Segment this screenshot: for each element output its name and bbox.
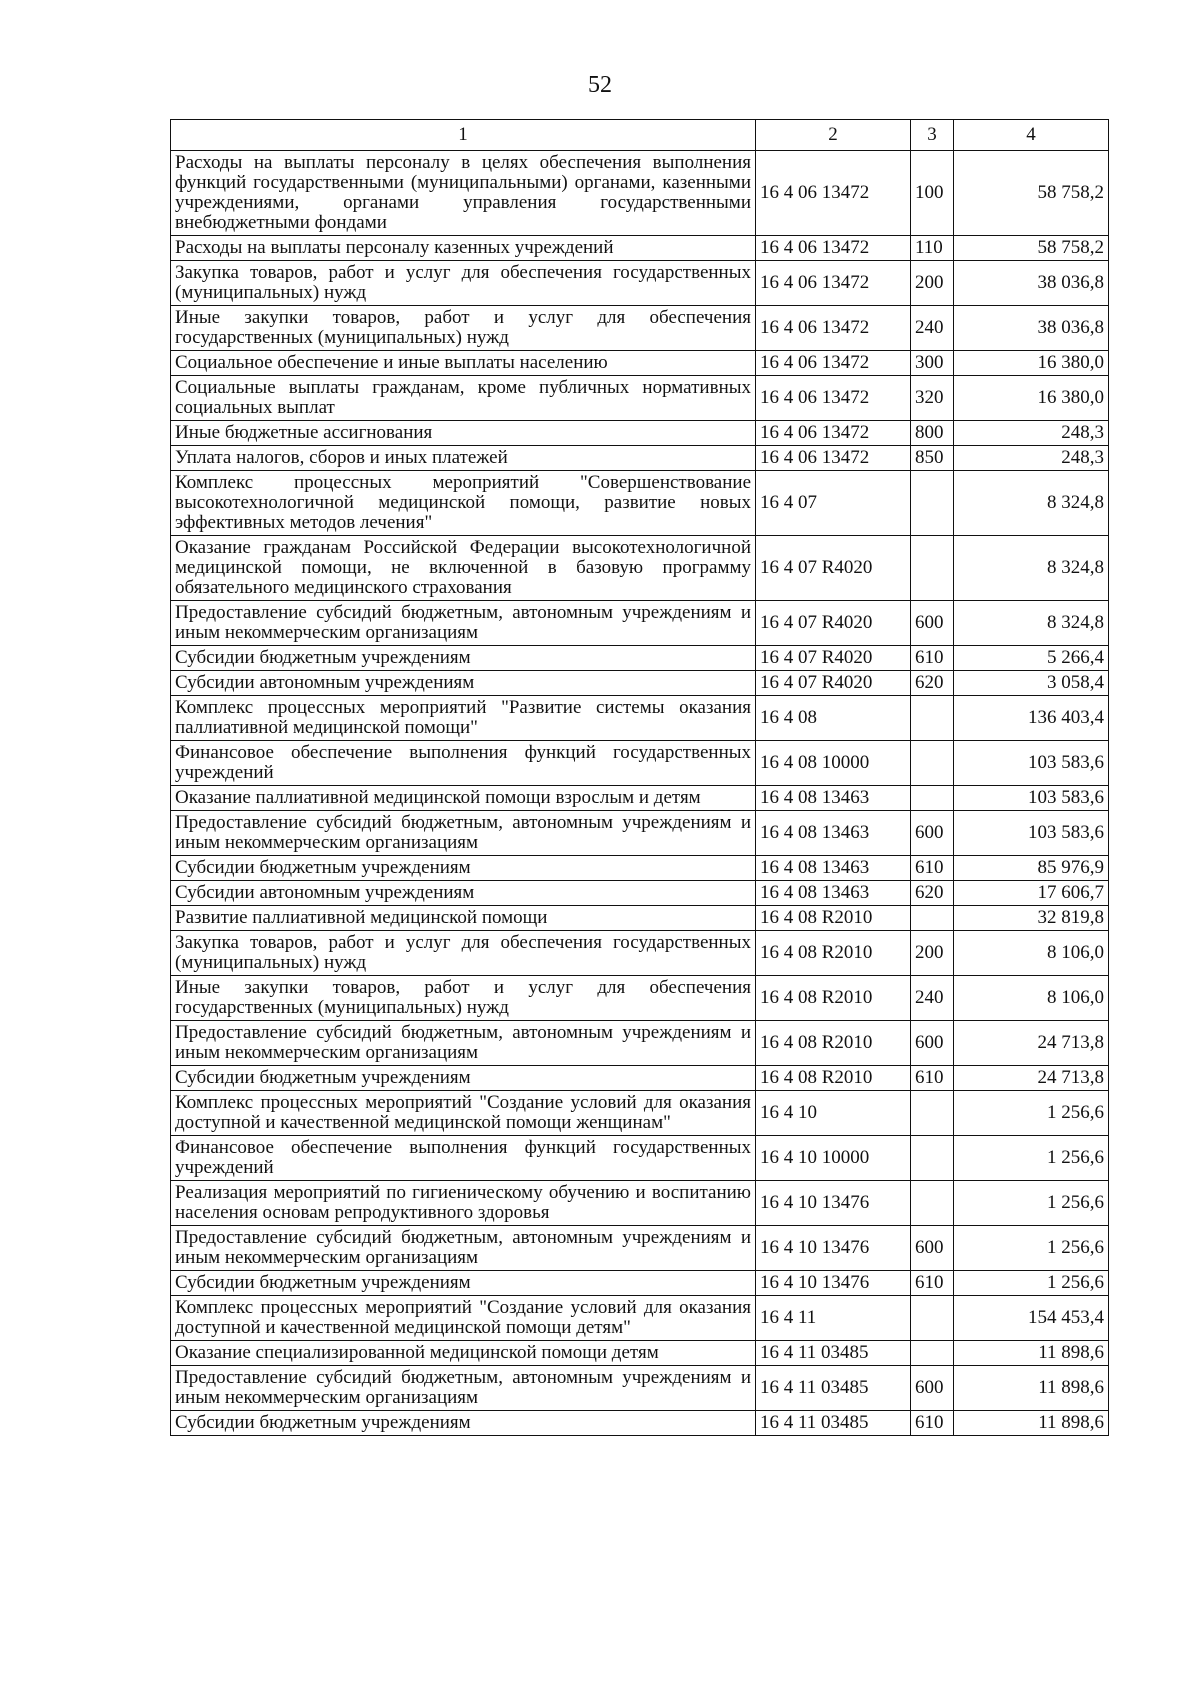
row-type-cell: 620 <box>911 881 954 906</box>
row-amount-cell: 5 266,4 <box>954 646 1109 671</box>
header-col-2: 2 <box>756 120 911 151</box>
table-row <box>171 906 1109 931</box>
row-name-cell: Социальные выплаты гражданам, кроме публичных нормативных социальных выплат <box>171 376 756 421</box>
row-type-cell <box>911 1296 954 1341</box>
row-name-cell: Предоставление субсидий бюджетным, автономным учреждениям и иным некоммерческим организациям <box>171 1366 756 1411</box>
row-type-cell: 600 <box>911 811 954 856</box>
row-code-cell: 16 4 08 13463 <box>756 881 911 906</box>
table-row <box>171 856 1109 881</box>
row-amount-cell: 248,3 <box>954 421 1109 446</box>
table-row <box>171 1021 1109 1066</box>
row-type-cell: 600 <box>911 1366 954 1411</box>
row-name-cell: Комплекс процессных мероприятий "Создание условий для оказания доступной и качественной медицинской помощи детям" <box>171 1296 756 1341</box>
row-code-cell: 16 4 08 13463 <box>756 856 911 881</box>
table-row <box>171 446 1109 471</box>
row-amount-cell: 58 758,2 <box>954 151 1109 236</box>
header-col-4: 4 <box>954 120 1109 151</box>
row-type-cell <box>911 1341 954 1366</box>
table-row <box>171 236 1109 261</box>
row-amount-cell: 32 819,8 <box>954 906 1109 931</box>
row-amount-cell: 103 583,6 <box>954 741 1109 786</box>
row-code-cell: 16 4 11 03485 <box>756 1411 911 1436</box>
row-amount-cell: 103 583,6 <box>954 786 1109 811</box>
table-row <box>171 881 1109 906</box>
header-col-1: 1 <box>171 120 756 151</box>
row-amount-cell: 24 713,8 <box>954 1021 1109 1066</box>
row-type-cell <box>911 1091 954 1136</box>
row-type-cell: 320 <box>911 376 954 421</box>
row-name-cell: Закупка товаров, работ и услуг для обеспечения государственных (муниципальных) нужд <box>171 931 756 976</box>
row-amount-cell: 1 256,6 <box>954 1136 1109 1181</box>
table-row <box>171 646 1109 671</box>
row-amount-cell: 58 758,2 <box>954 236 1109 261</box>
table-header-row <box>171 120 1109 151</box>
row-name-cell: Предоставление субсидий бюджетным, автономным учреждениям и иным некоммерческим организациям <box>171 1021 756 1066</box>
table-row <box>171 1181 1109 1226</box>
row-code-cell: 16 4 08 R2010 <box>756 1066 911 1091</box>
row-amount-cell: 38 036,8 <box>954 261 1109 306</box>
row-type-cell <box>911 471 954 536</box>
table-row <box>171 1296 1109 1341</box>
row-name-cell: Субсидии бюджетным учреждениям <box>171 856 756 881</box>
row-name-cell: Оказание паллиативной медицинской помощи взрослым и детям <box>171 786 756 811</box>
row-code-cell: 16 4 08 R2010 <box>756 1021 911 1066</box>
row-amount-cell: 1 256,6 <box>954 1181 1109 1226</box>
row-code-cell: 16 4 06 13472 <box>756 261 911 306</box>
table-row <box>171 151 1109 236</box>
row-code-cell: 16 4 08 10000 <box>756 741 911 786</box>
row-type-cell: 100 <box>911 151 954 236</box>
budget-table <box>170 119 1109 1436</box>
row-type-cell: 600 <box>911 601 954 646</box>
row-type-cell: 610 <box>911 1271 954 1296</box>
row-code-cell: 16 4 11 03485 <box>756 1366 911 1411</box>
row-name-cell: Субсидии автономным учреждениям <box>171 671 756 696</box>
table-row <box>171 786 1109 811</box>
row-type-cell: 110 <box>911 236 954 261</box>
row-code-cell: 16 4 08 13463 <box>756 811 911 856</box>
table-row <box>171 696 1109 741</box>
table-body <box>171 151 1109 1436</box>
row-code-cell: 16 4 06 13472 <box>756 151 911 236</box>
row-name-cell: Иные бюджетные ассигнования <box>171 421 756 446</box>
row-name-cell: Субсидии автономным учреждениям <box>171 881 756 906</box>
row-amount-cell: 11 898,6 <box>954 1366 1109 1411</box>
row-amount-cell: 1 256,6 <box>954 1091 1109 1136</box>
table-row <box>171 741 1109 786</box>
row-name-cell: Комплекс процессных мероприятий "Развитие системы оказания паллиативной медицинской помощи" <box>171 696 756 741</box>
row-amount-cell: 11 898,6 <box>954 1411 1109 1436</box>
row-code-cell: 16 4 08 R2010 <box>756 931 911 976</box>
table-row <box>171 601 1109 646</box>
row-amount-cell: 16 380,0 <box>954 376 1109 421</box>
row-amount-cell: 1 256,6 <box>954 1271 1109 1296</box>
row-type-cell <box>911 1181 954 1226</box>
row-name-cell: Расходы на выплаты персоналу в целях обеспечения выполнения функций государственными (муниципальными) органами, казенными учреждениями, органами управления государственными внебюджетными фондами <box>171 151 756 236</box>
table-row <box>171 671 1109 696</box>
row-type-cell <box>911 536 954 601</box>
row-name-cell: Иные закупки товаров, работ и услуг для обеспечения государственных (муниципальных) нужд <box>171 306 756 351</box>
row-name-cell: Иные закупки товаров, работ и услуг для обеспечения государственных (муниципальных) нужд <box>171 976 756 1021</box>
row-code-cell: 16 4 07 <box>756 471 911 536</box>
table-row <box>171 306 1109 351</box>
row-name-cell: Финансовое обеспечение выполнения функций государственных учреждений <box>171 741 756 786</box>
row-type-cell: 800 <box>911 421 954 446</box>
row-name-cell: Оказание специализированной медицинской помощи детям <box>171 1341 756 1366</box>
table-row <box>171 931 1109 976</box>
table-row <box>171 1341 1109 1366</box>
row-name-cell: Комплекс процессных мероприятий "Создание условий для оказания доступной и качественной медицинской помощи женщинам" <box>171 1091 756 1136</box>
row-type-cell: 600 <box>911 1021 954 1066</box>
row-type-cell: 610 <box>911 1066 954 1091</box>
row-type-cell: 300 <box>911 351 954 376</box>
header-col-3: 3 <box>911 120 954 151</box>
row-code-cell: 16 4 07 R4020 <box>756 671 911 696</box>
row-type-cell <box>911 786 954 811</box>
row-code-cell: 16 4 11 03485 <box>756 1341 911 1366</box>
row-type-cell: 610 <box>911 646 954 671</box>
row-code-cell: 16 4 08 13463 <box>756 786 911 811</box>
table-row <box>171 811 1109 856</box>
row-code-cell: 16 4 11 <box>756 1296 911 1341</box>
row-amount-cell: 103 583,6 <box>954 811 1109 856</box>
row-code-cell: 16 4 07 R4020 <box>756 601 911 646</box>
row-code-cell: 16 4 10 <box>756 1091 911 1136</box>
row-code-cell: 16 4 07 R4020 <box>756 646 911 671</box>
row-code-cell: 16 4 08 R2010 <box>756 906 911 931</box>
table-row <box>171 1271 1109 1296</box>
row-type-cell: 610 <box>911 856 954 881</box>
row-amount-cell: 154 453,4 <box>954 1296 1109 1341</box>
table-row <box>171 1411 1109 1436</box>
row-name-cell: Субсидии бюджетным учреждениям <box>171 1066 756 1091</box>
row-name-cell: Реализация мероприятий по гигиеническому обучению и воспитанию населения основам репродуктивного здоровья <box>171 1181 756 1226</box>
row-amount-cell: 17 606,7 <box>954 881 1109 906</box>
row-amount-cell: 8 106,0 <box>954 931 1109 976</box>
row-name-cell: Предоставление субсидий бюджетным, автономным учреждениям и иным некоммерческим организациям <box>171 601 756 646</box>
row-type-cell: 240 <box>911 976 954 1021</box>
table-row <box>171 376 1109 421</box>
row-name-cell: Уплата налогов, сборов и иных платежей <box>171 446 756 471</box>
table-row <box>171 471 1109 536</box>
row-code-cell: 16 4 06 13472 <box>756 351 911 376</box>
table-row <box>171 1066 1109 1091</box>
row-code-cell: 16 4 06 13472 <box>756 446 911 471</box>
row-type-cell <box>911 1136 954 1181</box>
table-row <box>171 976 1109 1021</box>
row-amount-cell: 1 256,6 <box>954 1226 1109 1271</box>
row-name-cell: Финансовое обеспечение выполнения функций государственных учреждений <box>171 1136 756 1181</box>
row-type-cell <box>911 696 954 741</box>
row-type-cell <box>911 906 954 931</box>
row-name-cell: Социальное обеспечение и иные выплаты населению <box>171 351 756 376</box>
row-code-cell: 16 4 08 <box>756 696 911 741</box>
row-code-cell: 16 4 10 10000 <box>756 1136 911 1181</box>
row-type-cell: 600 <box>911 1226 954 1271</box>
row-amount-cell: 136 403,4 <box>954 696 1109 741</box>
row-code-cell: 16 4 06 13472 <box>756 376 911 421</box>
table-row <box>171 1226 1109 1271</box>
row-name-cell: Закупка товаров, работ и услуг для обеспечения государственных (муниципальных) нужд <box>171 261 756 306</box>
row-amount-cell: 85 976,9 <box>954 856 1109 881</box>
row-type-cell: 620 <box>911 671 954 696</box>
row-name-cell: Развитие паллиативной медицинской помощи <box>171 906 756 931</box>
table-row <box>171 1091 1109 1136</box>
row-name-cell: Субсидии бюджетным учреждениям <box>171 1271 756 1296</box>
row-amount-cell: 16 380,0 <box>954 351 1109 376</box>
row-amount-cell: 8 106,0 <box>954 976 1109 1021</box>
table-row <box>171 1366 1109 1411</box>
row-type-cell <box>911 741 954 786</box>
row-code-cell: 16 4 10 13476 <box>756 1226 911 1271</box>
row-name-cell: Предоставление субсидий бюджетным, автономным учреждениям и иным некоммерческим организациям <box>171 811 756 856</box>
row-amount-cell: 24 713,8 <box>954 1066 1109 1091</box>
table-row <box>171 351 1109 376</box>
table-row <box>171 261 1109 306</box>
table-row <box>171 536 1109 601</box>
row-code-cell: 16 4 10 13476 <box>756 1271 911 1296</box>
row-amount-cell: 248,3 <box>954 446 1109 471</box>
row-type-cell: 610 <box>911 1411 954 1436</box>
row-name-cell: Субсидии бюджетным учреждениям <box>171 646 756 671</box>
row-amount-cell: 38 036,8 <box>954 306 1109 351</box>
row-code-cell: 16 4 06 13472 <box>756 236 911 261</box>
row-code-cell: 16 4 07 R4020 <box>756 536 911 601</box>
row-amount-cell: 8 324,8 <box>954 471 1109 536</box>
row-amount-cell: 3 058,4 <box>954 671 1109 696</box>
row-amount-cell: 8 324,8 <box>954 536 1109 601</box>
table-row <box>171 421 1109 446</box>
row-type-cell: 240 <box>911 306 954 351</box>
table-row <box>171 1136 1109 1181</box>
row-name-cell: Расходы на выплаты персоналу казенных учреждений <box>171 236 756 261</box>
row-code-cell: 16 4 06 13472 <box>756 421 911 446</box>
row-type-cell: 200 <box>911 931 954 976</box>
row-name-cell: Предоставление субсидий бюджетным, автономным учреждениям и иным некоммерческим организациям <box>171 1226 756 1271</box>
row-name-cell: Комплекс процессных мероприятий "Совершенствование высокотехнологичной медицинской помощи, развитие новых эффективных методов лечения" <box>171 471 756 536</box>
row-code-cell: 16 4 08 R2010 <box>756 976 911 1021</box>
row-type-cell: 850 <box>911 446 954 471</box>
page-number: 52 <box>588 72 612 98</box>
row-code-cell: 16 4 10 13476 <box>756 1181 911 1226</box>
row-amount-cell: 8 324,8 <box>954 601 1109 646</box>
row-name-cell: Оказание гражданам Российской Федерации высокотехнологичной медицинской помощи, не включенной в базовую программу обязательного медицинского страхования <box>171 536 756 601</box>
row-name-cell: Субсидии бюджетным учреждениям <box>171 1411 756 1436</box>
row-amount-cell: 11 898,6 <box>954 1341 1109 1366</box>
row-code-cell: 16 4 06 13472 <box>756 306 911 351</box>
row-type-cell: 200 <box>911 261 954 306</box>
